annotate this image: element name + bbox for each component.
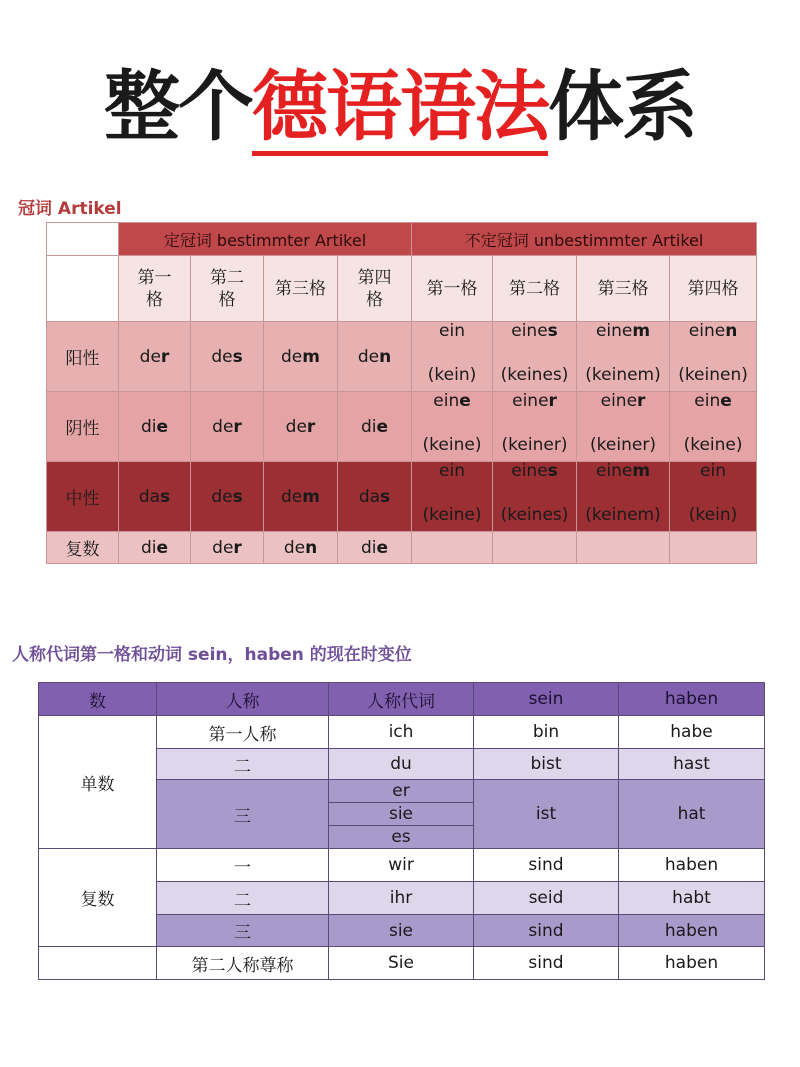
article-cell bbox=[264, 532, 338, 564]
indefinite-form: ein bbox=[439, 320, 465, 341]
haben-cell: habt bbox=[619, 882, 765, 915]
article-cell bbox=[338, 322, 412, 392]
gender-label: 阴性 bbox=[47, 392, 119, 462]
article-ending: n bbox=[725, 320, 738, 341]
article-ending: r bbox=[306, 416, 316, 437]
article-ending: r bbox=[637, 390, 646, 411]
header-person: 人称 bbox=[157, 683, 329, 716]
article-ending: s bbox=[380, 486, 391, 507]
indefinite-form: ein bbox=[439, 460, 465, 481]
title-highlight: 德语语法 bbox=[252, 62, 548, 151]
article-cell bbox=[670, 462, 757, 532]
empty-cell bbox=[670, 532, 757, 564]
pronoun-cell: er bbox=[329, 780, 474, 803]
negative-form: (keinen) bbox=[678, 364, 748, 385]
person-cell: 二 bbox=[157, 749, 329, 780]
corner-cell bbox=[47, 223, 119, 256]
article-ending: n bbox=[305, 537, 318, 558]
person-cell: 第二人称尊称 bbox=[157, 947, 329, 980]
corner-cell bbox=[47, 256, 119, 322]
negative-form: (keine) bbox=[683, 434, 743, 455]
article-cell bbox=[191, 532, 264, 564]
article-cell bbox=[577, 322, 670, 392]
pronoun-cell: Sie bbox=[329, 947, 474, 980]
case-header: 第三格 bbox=[264, 256, 338, 322]
indefinite-form: einer bbox=[512, 390, 557, 411]
article-cell bbox=[264, 392, 338, 462]
article-ending: e bbox=[156, 537, 169, 558]
pronoun-cell: wir bbox=[329, 849, 474, 882]
article-ending: s bbox=[547, 320, 558, 341]
indefinite-form: einen bbox=[688, 320, 738, 341]
pronouns-section-label: 人称代词第一格和动词 sein，haben 的现在时变位 bbox=[12, 645, 412, 665]
article-cell bbox=[264, 322, 338, 392]
case-header: 第三格 bbox=[577, 256, 670, 322]
sein-cell: seid bbox=[474, 882, 619, 915]
person-cell: 三 bbox=[157, 915, 329, 947]
sein-cell: sind bbox=[474, 849, 619, 882]
empty-cell bbox=[39, 947, 157, 980]
case-header: 第四 格 bbox=[338, 256, 412, 322]
article-ending: m bbox=[302, 346, 320, 367]
article-stem: de bbox=[211, 346, 233, 367]
article-cell bbox=[264, 462, 338, 532]
article-ending: e bbox=[376, 416, 389, 437]
pronoun-cell: ich bbox=[329, 716, 474, 749]
person-cell: 二 bbox=[157, 882, 329, 915]
header-haben: haben bbox=[619, 683, 765, 716]
sein-cell: bin bbox=[474, 716, 619, 749]
indefinite-form: eine bbox=[694, 390, 732, 411]
article-ending: s bbox=[232, 346, 243, 367]
indefinite-form: einem bbox=[595, 320, 651, 341]
sein-cell: bist bbox=[474, 749, 619, 780]
case-header: 第二格 bbox=[493, 256, 577, 322]
article-cell bbox=[191, 322, 264, 392]
article-stem: di bbox=[140, 537, 157, 558]
article-ending: e bbox=[720, 390, 732, 411]
person-cell: 第一人称 bbox=[157, 716, 329, 749]
article-cell bbox=[412, 322, 493, 392]
negative-form: (keine) bbox=[422, 434, 482, 455]
haben-cell: haben bbox=[619, 915, 765, 947]
indefinite-form: ein bbox=[700, 460, 727, 481]
sein-cell: sind bbox=[474, 947, 619, 980]
page-title: 整个德语语法体系 bbox=[104, 62, 696, 151]
gender-label: 复数 bbox=[47, 532, 119, 564]
article-stem: de bbox=[212, 537, 234, 558]
pronoun-cell: es bbox=[329, 826, 474, 849]
header-number: 数 bbox=[39, 683, 157, 716]
pronoun-cell: ihr bbox=[329, 882, 474, 915]
article-stem: da bbox=[358, 486, 381, 507]
header-pronoun: 人称代词 bbox=[329, 683, 474, 716]
negative-form: (keines) bbox=[500, 364, 569, 385]
article-ending: r bbox=[548, 390, 557, 411]
case-header: 第二 格 bbox=[191, 256, 264, 322]
article-stem: de bbox=[281, 346, 303, 367]
indefinite-form: eine bbox=[433, 390, 471, 411]
pronoun-cell: sie bbox=[329, 915, 474, 947]
sein-cell: ist bbox=[474, 780, 619, 849]
singular-label: 单数 bbox=[39, 716, 157, 849]
empty-cell bbox=[493, 532, 577, 564]
empty-cell bbox=[577, 532, 670, 564]
indefinite-form: eines bbox=[511, 460, 558, 481]
article-cell bbox=[119, 392, 191, 462]
article-stem: de bbox=[139, 346, 161, 367]
haben-cell: habe bbox=[619, 716, 765, 749]
article-cell bbox=[119, 322, 191, 392]
articles-table bbox=[46, 222, 757, 564]
article-cell bbox=[670, 322, 757, 392]
article-cell bbox=[577, 392, 670, 462]
article-cell bbox=[338, 532, 412, 564]
article-cell bbox=[412, 462, 493, 532]
indefinite-form: einer bbox=[600, 390, 646, 411]
negative-form: (keine) bbox=[422, 504, 482, 525]
indefinite-form: eines bbox=[511, 320, 558, 341]
article-stem: de bbox=[212, 416, 234, 437]
article-ending: m bbox=[632, 320, 651, 341]
sein-cell: sind bbox=[474, 915, 619, 947]
gender-label: 阳性 bbox=[47, 322, 119, 392]
article-cell bbox=[191, 462, 264, 532]
article-stem: di bbox=[360, 416, 377, 437]
article-stem: da bbox=[138, 486, 161, 507]
article-stem: de bbox=[357, 346, 380, 367]
negative-form: (keinem) bbox=[585, 504, 661, 525]
articles-section-label: 冠词 Artikel bbox=[18, 199, 122, 219]
article-stem: de bbox=[285, 416, 307, 437]
article-ending: r bbox=[233, 416, 242, 437]
article-cell bbox=[191, 392, 264, 462]
negative-form: (kein) bbox=[427, 364, 477, 385]
article-cell bbox=[338, 462, 412, 532]
haben-cell: haben bbox=[619, 849, 765, 882]
negative-form: (keinem) bbox=[585, 364, 661, 385]
indefinite-form: einem bbox=[595, 460, 651, 481]
article-ending: e bbox=[376, 537, 389, 558]
plural-label: 复数 bbox=[39, 849, 157, 947]
article-cell bbox=[493, 322, 577, 392]
pronoun-cell: du bbox=[329, 749, 474, 780]
case-header: 第四格 bbox=[670, 256, 757, 322]
article-stem: de bbox=[281, 486, 303, 507]
article-ending: s bbox=[232, 486, 243, 507]
haben-cell: haben bbox=[619, 947, 765, 980]
article-ending: e bbox=[459, 390, 471, 411]
article-stem: di bbox=[360, 537, 377, 558]
article-cell bbox=[493, 462, 577, 532]
article-stem: de bbox=[283, 537, 306, 558]
haben-cell: hat bbox=[619, 780, 765, 849]
article-ending: s bbox=[160, 486, 171, 507]
gender-label: 中性 bbox=[47, 462, 119, 532]
article-ending: r bbox=[160, 346, 170, 367]
article-cell bbox=[119, 532, 191, 564]
negative-form: (keiner) bbox=[501, 434, 568, 455]
person-cell: 三 bbox=[157, 780, 329, 849]
article-ending: r bbox=[233, 537, 242, 558]
header-sein: sein bbox=[474, 683, 619, 716]
article-cell bbox=[412, 392, 493, 462]
pronoun-table bbox=[38, 682, 765, 980]
pronoun-cell: sie bbox=[329, 803, 474, 826]
article-cell bbox=[493, 392, 577, 462]
article-ending: n bbox=[379, 346, 392, 367]
article-ending: s bbox=[547, 460, 558, 481]
article-cell bbox=[338, 392, 412, 462]
empty-cell bbox=[412, 532, 493, 564]
article-ending: m bbox=[302, 486, 320, 507]
negative-form: (keiner) bbox=[590, 434, 656, 455]
article-stem: di bbox=[140, 416, 157, 437]
negative-form: (keines) bbox=[500, 504, 569, 525]
article-cell bbox=[577, 462, 670, 532]
case-header: 第一格 bbox=[412, 256, 493, 322]
negative-form: (kein) bbox=[688, 504, 738, 525]
article-ending: e bbox=[156, 416, 169, 437]
haben-cell: hast bbox=[619, 749, 765, 780]
indefinite-header: 不定冠词 unbestimmter Artikel bbox=[412, 223, 757, 256]
definite-header: 定冠词 bestimmter Artikel bbox=[119, 223, 412, 256]
person-cell: 一 bbox=[157, 849, 329, 882]
article-ending: m bbox=[632, 460, 651, 481]
case-header: 第一 格 bbox=[119, 256, 191, 322]
article-cell bbox=[670, 392, 757, 462]
article-stem: de bbox=[211, 486, 233, 507]
article-cell bbox=[119, 462, 191, 532]
